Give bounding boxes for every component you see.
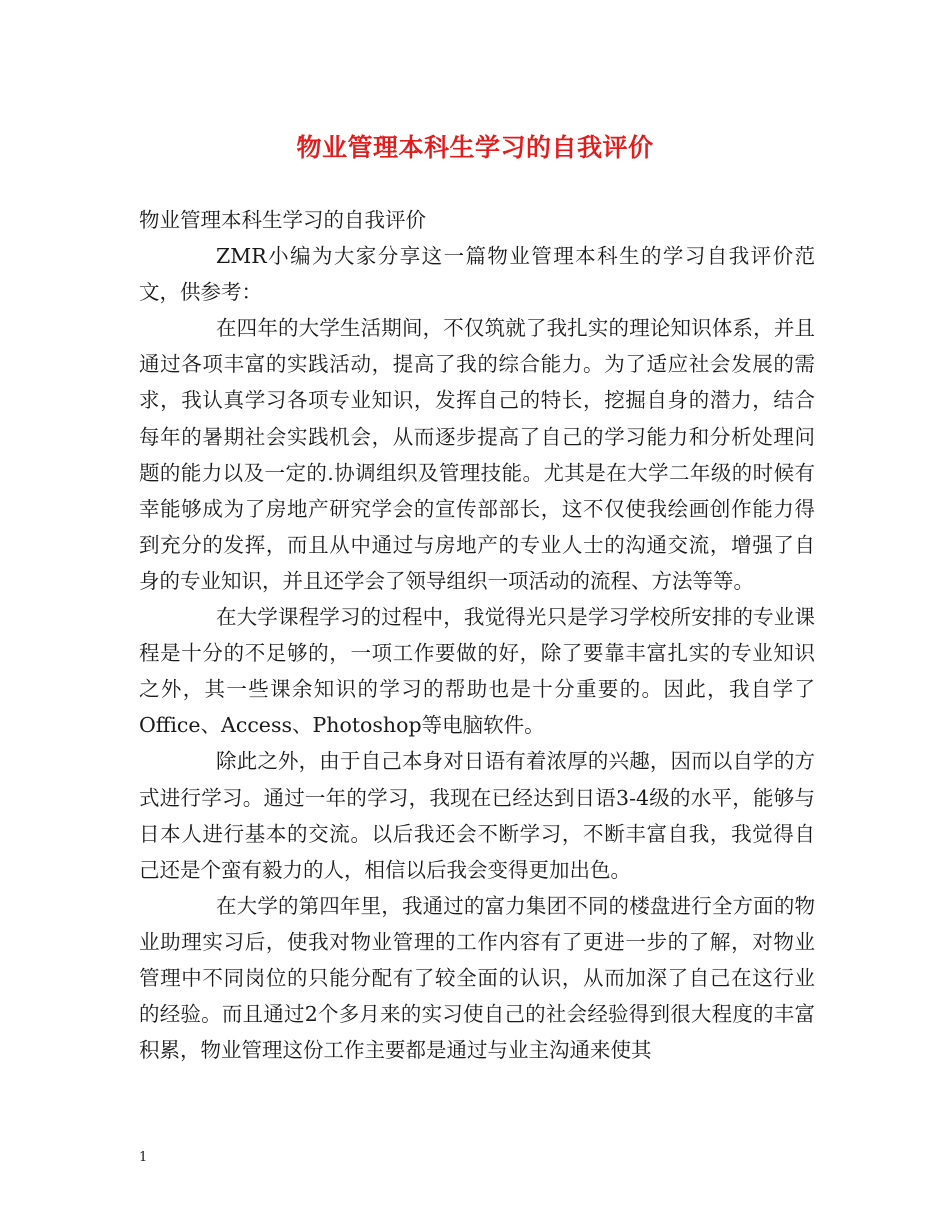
document-title: 物业管理本科生学习的自我评价 xyxy=(296,133,654,162)
body-paragraph: 在四年的大学生活期间，不仅筑就了我扎实的理论知识体系，并且通过各项丰富的实践活动，提高了我的综合能力。为了适应社会发展的需求，我认真学习各项专业知识，发挥自己的特长，挖掘自身的潜力，结合每年的暑期社会实践机会，从而逐步提高了自己的学习能力和分析处理问题的能力以及一定的.协调组织及管理技能。尤其是在大学二年级的时候有幸能够成为了房地产研究学会的宣传部部长，这不仅使我绘画创作能力得到充分的发挥，而且从中通过与房地产的专业人士的沟通交流，增强了自身的专业知识，并且还学会了领导组织一项活动的流程、方法等等。 xyxy=(139,316,815,593)
document-body xyxy=(139,202,815,1068)
body-paragraph: 在大学课程学习的过程中，我觉得光只是学习学校所安排的专业课程是十分的不足够的，一项工作要做的好，除了要靠丰富扎实的专业知识之外，其一些课余知识的学习的帮助也是十分重要的。因此，我自学了Office、Access、Photoshop等电脑软件。 xyxy=(139,605,815,738)
body-paragraph: 在大学的第四年里，我通过的富力集团不同的楼盘进行全方面的物业助理实习后，使我对物业管理的工作内容有了更进一步的了解，对物业管理中不同岗位的只能分配有了较全面的认识，从而加深了自己在这行业的经验。而且通过2个多月来的实习使自己的社会经验得到很大程度的丰富积累，物业管理这份工作主要都是通过与业主沟通来使其 xyxy=(139,893,815,1063)
body-paragraph: 除此之外，由于自己本身对日语有着浓厚的兴趣，因而以自学的方式进行学习。通过一年的学习，我现在已经达到日语3-4级的水平，能够与日本人进行基本的交流。以后我还会不断学习，不断丰富自我，我觉得自己还是个蛮有毅力的人，相信以后我会变得更加出色。 xyxy=(139,749,815,882)
page-number: 1 xyxy=(139,1150,148,1165)
body-heading-paragraph: 物业管理本科生学习的自我评价 xyxy=(139,208,426,232)
intro-paragraph: ZMR小编为大家分享这一篇物业管理本科生的学习自我评价范文，供参考： xyxy=(139,244,815,305)
